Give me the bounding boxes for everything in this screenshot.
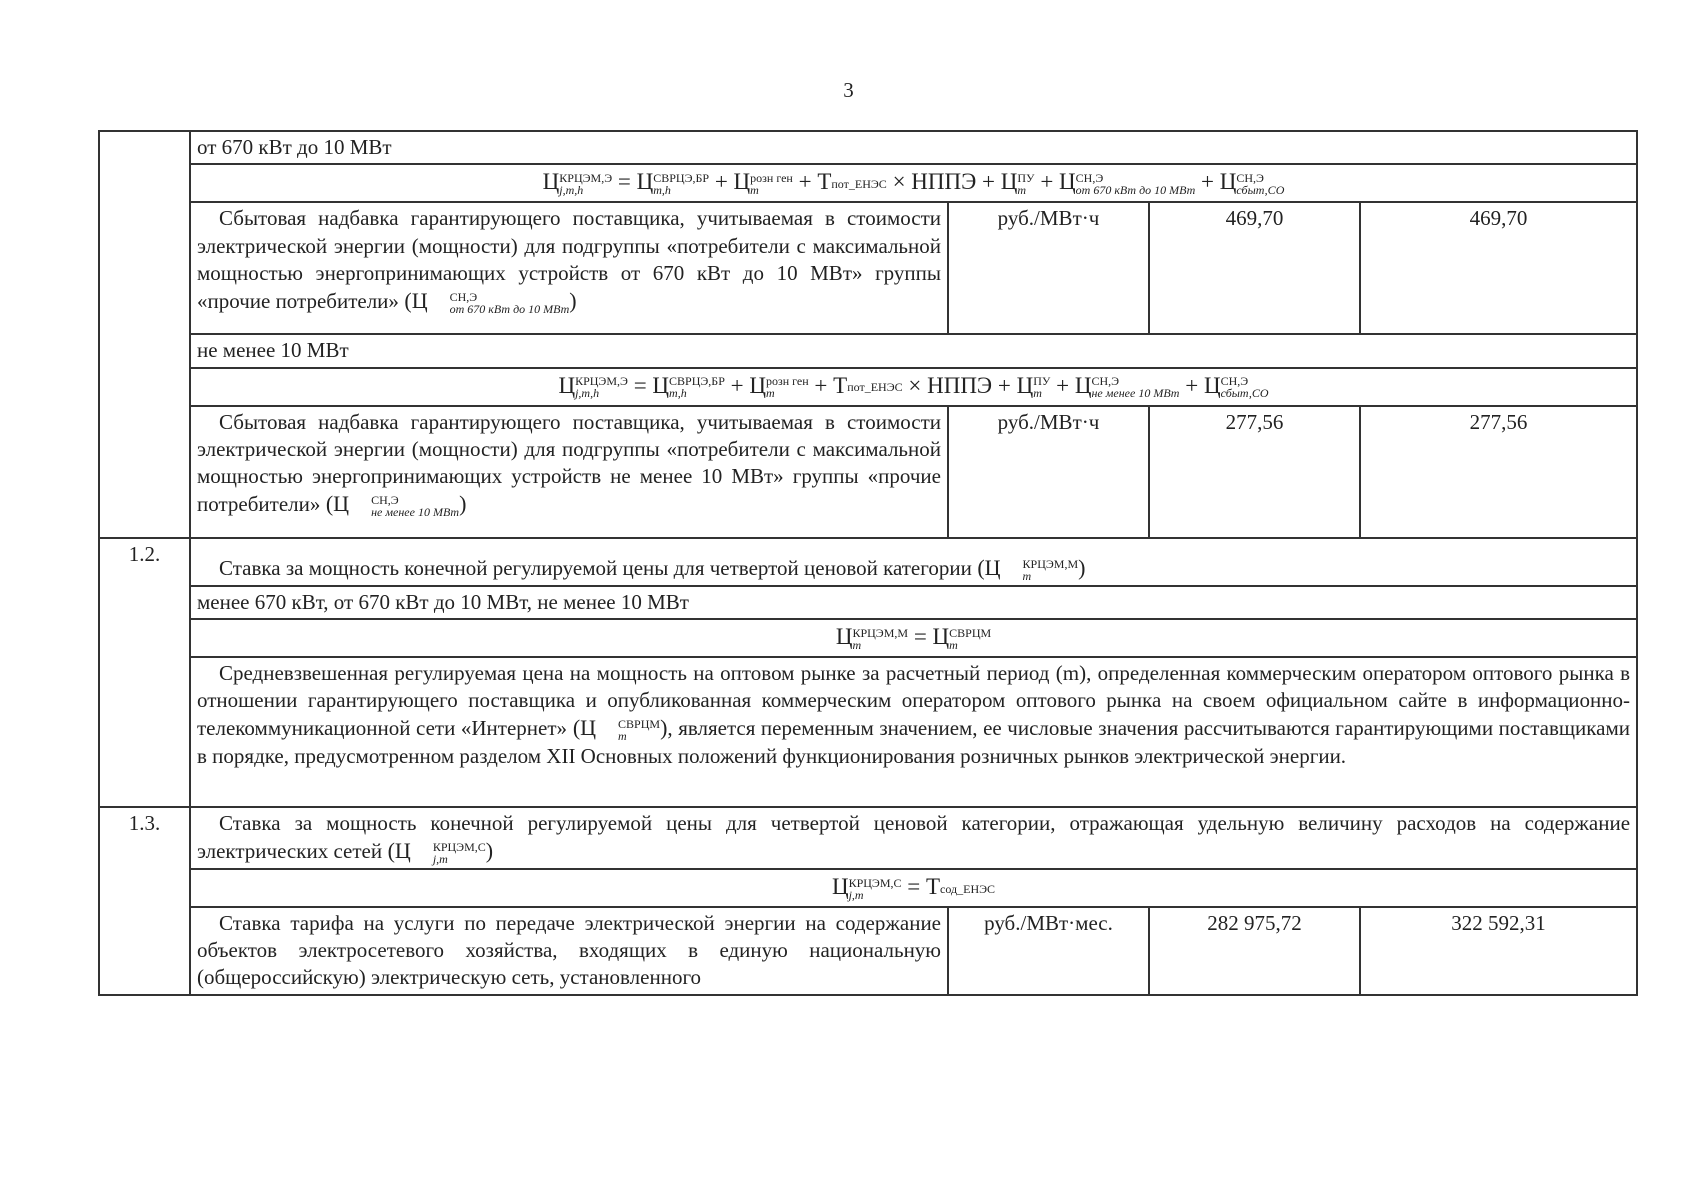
rate-title bbox=[190, 538, 1637, 586]
formula-symbol: (Ц СН,Э не менее 10 МВт ) bbox=[320, 491, 467, 520]
table-row bbox=[99, 807, 1637, 869]
group-heading: не менее 10 МВт bbox=[190, 334, 1637, 367]
description-text: Ставка тарифа на услуги по передаче электрической энергии на содержание объектов электросетевого хозяйства, входящих в единую национальную (общероссийскую) электрическую сеть, установленного bbox=[197, 910, 941, 990]
table-row bbox=[99, 538, 1637, 586]
section-number: 1.2. bbox=[99, 538, 190, 807]
table-row bbox=[99, 869, 1637, 907]
rate-description bbox=[190, 907, 948, 995]
page-number: 3 bbox=[843, 78, 854, 102]
formula: Ц КРЦЭМ,C j,m = Т сод_ЕНЭС bbox=[190, 869, 1637, 907]
table-row bbox=[99, 586, 1637, 619]
rate-description bbox=[190, 406, 948, 538]
formula: Ц КРЦЭМ,Э j,m,h = Ц СВРЦЭ,БР m,h + Ц розн ген m + Т пот_ЕНЭС × НППЭ + Ц ПУ m + Ц СН,Э не менее 10 МВт + Ц СН,Э сбыт,СО bbox=[190, 368, 1637, 406]
group-heading: менее 670 кВт, от 670 кВт до 10 МВт, не менее 10 МВт bbox=[190, 586, 1637, 619]
unit: руб./МВт·мес. bbox=[948, 907, 1149, 995]
table-row bbox=[99, 164, 1637, 202]
section-number bbox=[99, 131, 190, 538]
group-heading: от 670 кВт до 10 МВт bbox=[190, 131, 1637, 164]
description-text: Сбытовая надбавка гарантирующего поставщика, учитываемая в стоимости электрической энергии (мощности) для подгруппы «потребители с максимальной мощностью энергопринимающих устройств не менее 10 МВт» группы «прочие потребители» bbox=[197, 409, 941, 517]
table-row bbox=[99, 368, 1637, 406]
tariff-table bbox=[98, 130, 1638, 996]
table-row bbox=[99, 131, 1637, 164]
table-row bbox=[99, 334, 1637, 367]
rate-title bbox=[190, 807, 1637, 869]
value-period-1: 277,56 bbox=[1149, 406, 1360, 538]
value-period-2: 322 592,31 bbox=[1360, 907, 1637, 995]
formula: Ц КРЦЭМ,М m = Ц СВРЦМ m bbox=[190, 619, 1637, 657]
table-row bbox=[99, 619, 1637, 657]
table-row bbox=[99, 406, 1637, 538]
value-period-1: 469,70 bbox=[1149, 202, 1360, 334]
value-period-2: 469,70 bbox=[1360, 202, 1637, 334]
section-number: 1.3. bbox=[99, 807, 190, 995]
formula-symbol: (Ц СН,Э от 670 кВт до 10 МВт ) bbox=[398, 288, 577, 317]
note-text bbox=[190, 657, 1637, 807]
value-period-1: 282 975,72 bbox=[1149, 907, 1360, 995]
unit: руб./МВт·ч bbox=[948, 406, 1149, 538]
note-part-1: Средневзвешенная регулируемая цена на мощность на оптовом рынке за расчетный период (m), определенная коммерческим оператором оптового рынка в отношении гарантирующего поставщика и опубликованная коммерческим оператором оптового рынка на своем официальном сайте в информационно-телекоммуникационной сети «Интернет» bbox=[197, 660, 1631, 741]
formula: Ц КРЦЭМ,Э j,m,h = Ц СВРЦЭ,БР m,h + Ц розн ген m + Т пот_ЕНЭС × НППЭ + Ц ПУ m + Ц СН,Э от 670 кВт до 10 МВт + Ц СН,Э сбыт,СО bbox=[190, 164, 1637, 202]
rate-description bbox=[190, 202, 948, 334]
description-text: Сбытовая надбавка гарантирующего поставщика, учитываемая в стоимости электрической энергии (мощности) для подгруппы «потребители с максимальной мощностью энергопринимающих устройств от 670 кВт до 10 МВт» группы «прочие потребители» bbox=[197, 206, 941, 314]
table-row bbox=[99, 202, 1637, 334]
value-period-2: 277,56 bbox=[1360, 406, 1637, 538]
unit: руб./МВт·ч bbox=[948, 202, 1149, 334]
formula-symbol: (Ц КРЦЭМ,М m ) bbox=[971, 555, 1086, 583]
title-text: Ставка за мощность конечной регулируемой цены для четвертой ценовой категории bbox=[219, 556, 972, 580]
formula-symbol: (Ц СВРЦМ m ) bbox=[567, 715, 668, 744]
title-text: Ставка за мощность конечной регулируемой цены для четвертой ценовой категории, отражающая удельную величину расходов на содержание электрических сетей bbox=[197, 810, 1631, 864]
table-row bbox=[99, 907, 1637, 995]
formula-symbol: (Ц КРЦЭМ,C j,m ) bbox=[382, 838, 494, 867]
table-row bbox=[99, 657, 1637, 807]
note-part-2: , является переменным значением, ее числовые значения рассчитываются гарантирующими поставщиками в порядке, предусмотренном разделом XII Основных положений функционирования розничных рынков электрической энергии. bbox=[197, 716, 1631, 769]
